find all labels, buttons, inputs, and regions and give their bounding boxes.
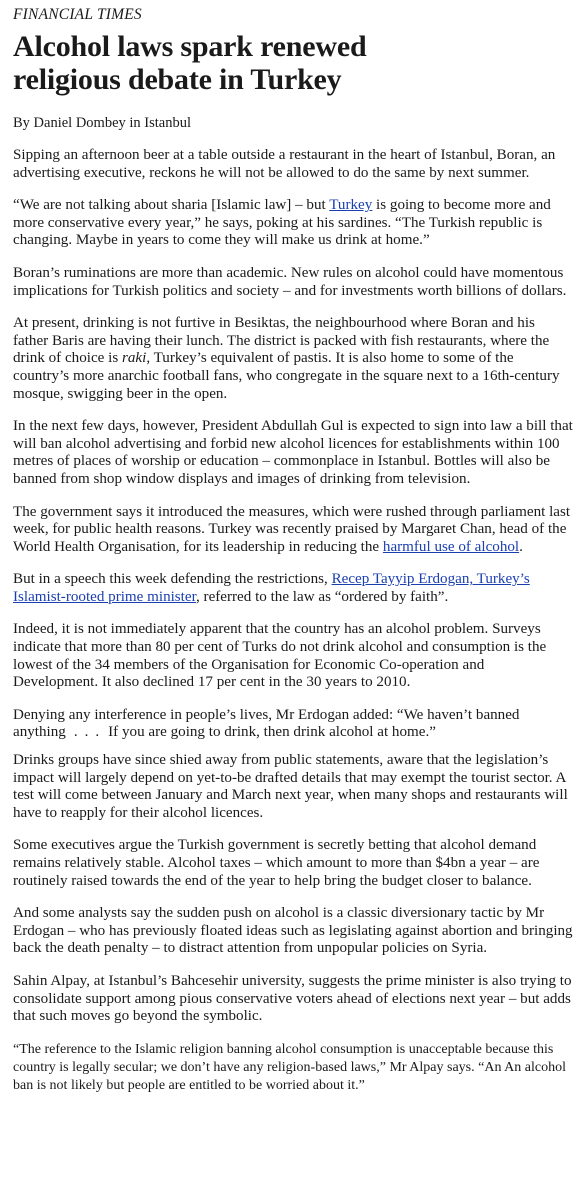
paragraph-10: Drinks groups have since shied away from public statements, aware that the legislation’s impact will largely depend on yet-to-be drafted details that may exempt the tourist sector. A test will come between January and March next year, when many shops and restaurants will have to reapply for their alcohol licences. — [13, 752, 568, 821]
paragraph-14: “The reference to the Islamic religion banning alcohol consumption is unacceptable because this country is legally secular; we don’t have any religion-based laws,” Mr Alpay says. “An An alcohol ban is not likely but people are entitled to be worried about it.” — [13, 1041, 566, 1093]
paragraph-4-text-end: , Turkey’s equivalent of pastis. It is also home to some of the country’s more anarchic football fans, who congregate in the square next to a 16th-century mosque, swigging beer in the open. — [13, 350, 560, 402]
ellipsis: ... — [73, 724, 107, 741]
paragraph-6-text-start: The government says it introduced the measures, which were rushed through parliament last week, for public health reasons. Turkey was recently praised by Margaret Chan, head of the World Health Organisation, for its leadership in reducing the — [13, 503, 571, 555]
headline — [13, 30, 573, 96]
paragraph-9-text-start: Denying any interference in people’s lives, Mr Erdogan added: “We haven’t banned anything — [13, 706, 520, 741]
link-erdogan[interactable]: Recep Tayyip Erdogan, Turkey’s Islamist-rooted prime minister — [13, 571, 530, 605]
paragraph-13: Sahin Alpay, at Istanbul’s Bahcesehir university, suggests the prime minister is also trying to consolidate support among pious conservative voters ahead of elections next year – but adds that such moves go beyond the symbolic. — [13, 972, 572, 1025]
paragraph-9 — [13, 707, 573, 742]
byline: By Daniel Dombey in Istanbul — [13, 115, 192, 131]
paragraph-7-text-end: , referred to the law as “ordered by faith”. — [196, 588, 449, 605]
paragraph-12: And some analysts say the sudden push on alcohol is a classic diversionary tactic by Mr Erdogan – who has previously floated ideas such as legislating against abortion and bringing back the death penalty – to distract attention from unpopular policies on Syria. — [13, 905, 573, 957]
paragraph-9-text-end: If you are going to drink, then drink alcohol at home.” — [108, 724, 436, 741]
paragraph-8: Indeed, it is not immediately apparent that the country has an alcohol problem. Surveys indicate that more than 80 per cent of Turks do not drink alcohol and consumption is the lowest of the 34 members of the Organisation for Economic Co-operation and Development. It also declined 17 per cent in the 30 years to 2010. — [13, 621, 547, 691]
headline-line-2: religious debate in Turkey — [13, 63, 342, 96]
paragraph-6 — [13, 504, 573, 557]
link-turkey[interactable]: Turkey — [329, 197, 373, 214]
article — [13, 0, 573, 1095]
paragraph-2-text-end: is going to become more and more conservative every year,” he says, poking at his sardines. “The Turkish republic is changing. Maybe in years to come they will make us drink at home.” — [13, 197, 551, 249]
link-harmful-use-of-alcohol[interactable]: harmful use of alcohol — [382, 538, 520, 555]
paragraph-4-text-start: At present, drinking is not furtive in Besiktas, the neighbourhood where Boran and his father Baris are having their lunch. The district is packed with fish restaurants, where the drink of choice is — [13, 315, 550, 367]
paragraph-4 — [13, 315, 573, 403]
paragraph-7-text-start: But in a speech this week defending the restrictions, — [13, 571, 332, 588]
paragraph-7 — [13, 571, 573, 606]
paragraph-11: Some executives argue the Turkish government is secretly betting that alcohol demand remains relatively stable. Alcohol taxes – which amount to more than $4bn a year – are routinely raised towards the end of the year to help bring the budget closer to balance. — [13, 837, 540, 889]
paragraph-3: Boran’s ruminations are more than academic. New rules on alcohol could have momentous implications for Turkish politics and society – and for investments worth billions of dollars. — [13, 264, 567, 299]
italic-raki: raki — [121, 350, 147, 367]
paragraph-2 — [13, 197, 573, 250]
publication-name: FINANCIAL TIMES — [13, 6, 142, 23]
paragraph-6-text-end: . — [519, 538, 523, 555]
paragraph-2-text-start: “We are not talking about sharia [Islamic law] – but — [13, 197, 330, 214]
paragraph-1: Sipping an afternoon beer at a table outside a restaurant in the heart of Istanbul, Boran, an advertising executive, reckons he will not be allowed to do the same by next summer. — [13, 147, 556, 181]
headline-line-1: Alcohol laws spark renewed — [13, 30, 367, 63]
paragraph-5: In the next few days, however, President Abdullah Gul is expected to sign into law a bill that will ban alcohol advertising and forbid new alcohol licences for establishments within 100 metres of places of worship or education – commonplace in Istanbul. Bottles will also be banned from shop window displays and images of drinking from television. — [13, 418, 573, 487]
